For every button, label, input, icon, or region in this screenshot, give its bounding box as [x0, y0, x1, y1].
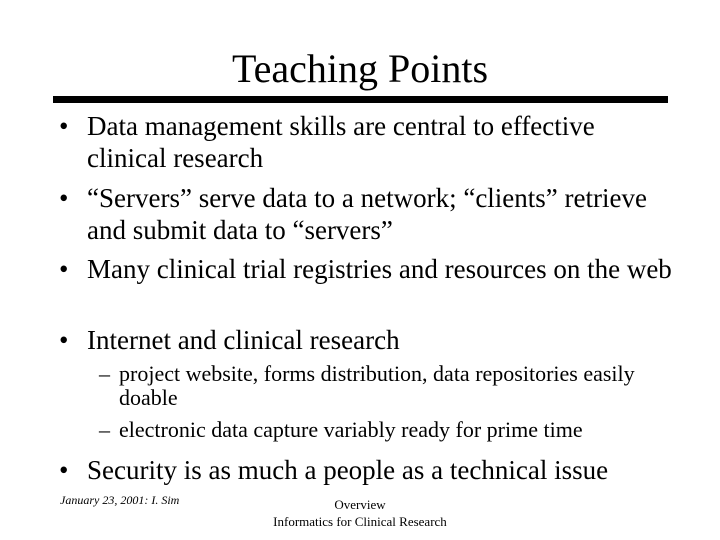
bullet-marker: •	[59, 455, 69, 485]
sub-bullet-item-project-website	[99, 362, 689, 410]
sub-bullet-text: electronic data capture variably ready for prime time	[119, 417, 583, 442]
bullet-item-data-management	[59, 110, 679, 174]
bullet-item-registries	[59, 253, 679, 285]
bullet-text: Security is as much a people as a technical issue	[87, 455, 609, 485]
bullet-text: Many clinical trial registries and resources on the web	[87, 254, 672, 284]
bullet-text: “Servers” serve data to a network; “clients” retrieve and submit data to “servers”	[87, 183, 647, 245]
sub-bullet-marker: –	[99, 417, 110, 442]
footer-course: Informatics for Clinical Research	[273, 514, 447, 529]
bullet-item-security	[59, 454, 679, 486]
footer-date-author: January 23, 2001: I. Sim	[60, 493, 180, 507]
bullet-marker: •	[59, 325, 69, 355]
bullet-marker: •	[59, 254, 69, 284]
sub-bullet-item-electronic-capture	[99, 418, 689, 442]
bullet-text: Internet and clinical research	[87, 325, 400, 355]
sub-bullet-text: project website, forms distribution, data repositories easily doable	[119, 361, 635, 410]
bullet-marker: •	[59, 111, 69, 141]
slide-title: Teaching Points	[231, 46, 489, 91]
footer-center	[260, 496, 460, 530]
bullet-item-internet	[59, 324, 679, 356]
bullet-marker: •	[59, 183, 69, 213]
footer-section: Overview	[334, 497, 386, 512]
bullet-item-servers-clients	[59, 182, 679, 246]
title-underline-rule	[53, 96, 668, 103]
sub-bullet-marker: –	[99, 361, 110, 386]
bullet-text: Data management skills are central to effective clinical research	[87, 111, 595, 173]
